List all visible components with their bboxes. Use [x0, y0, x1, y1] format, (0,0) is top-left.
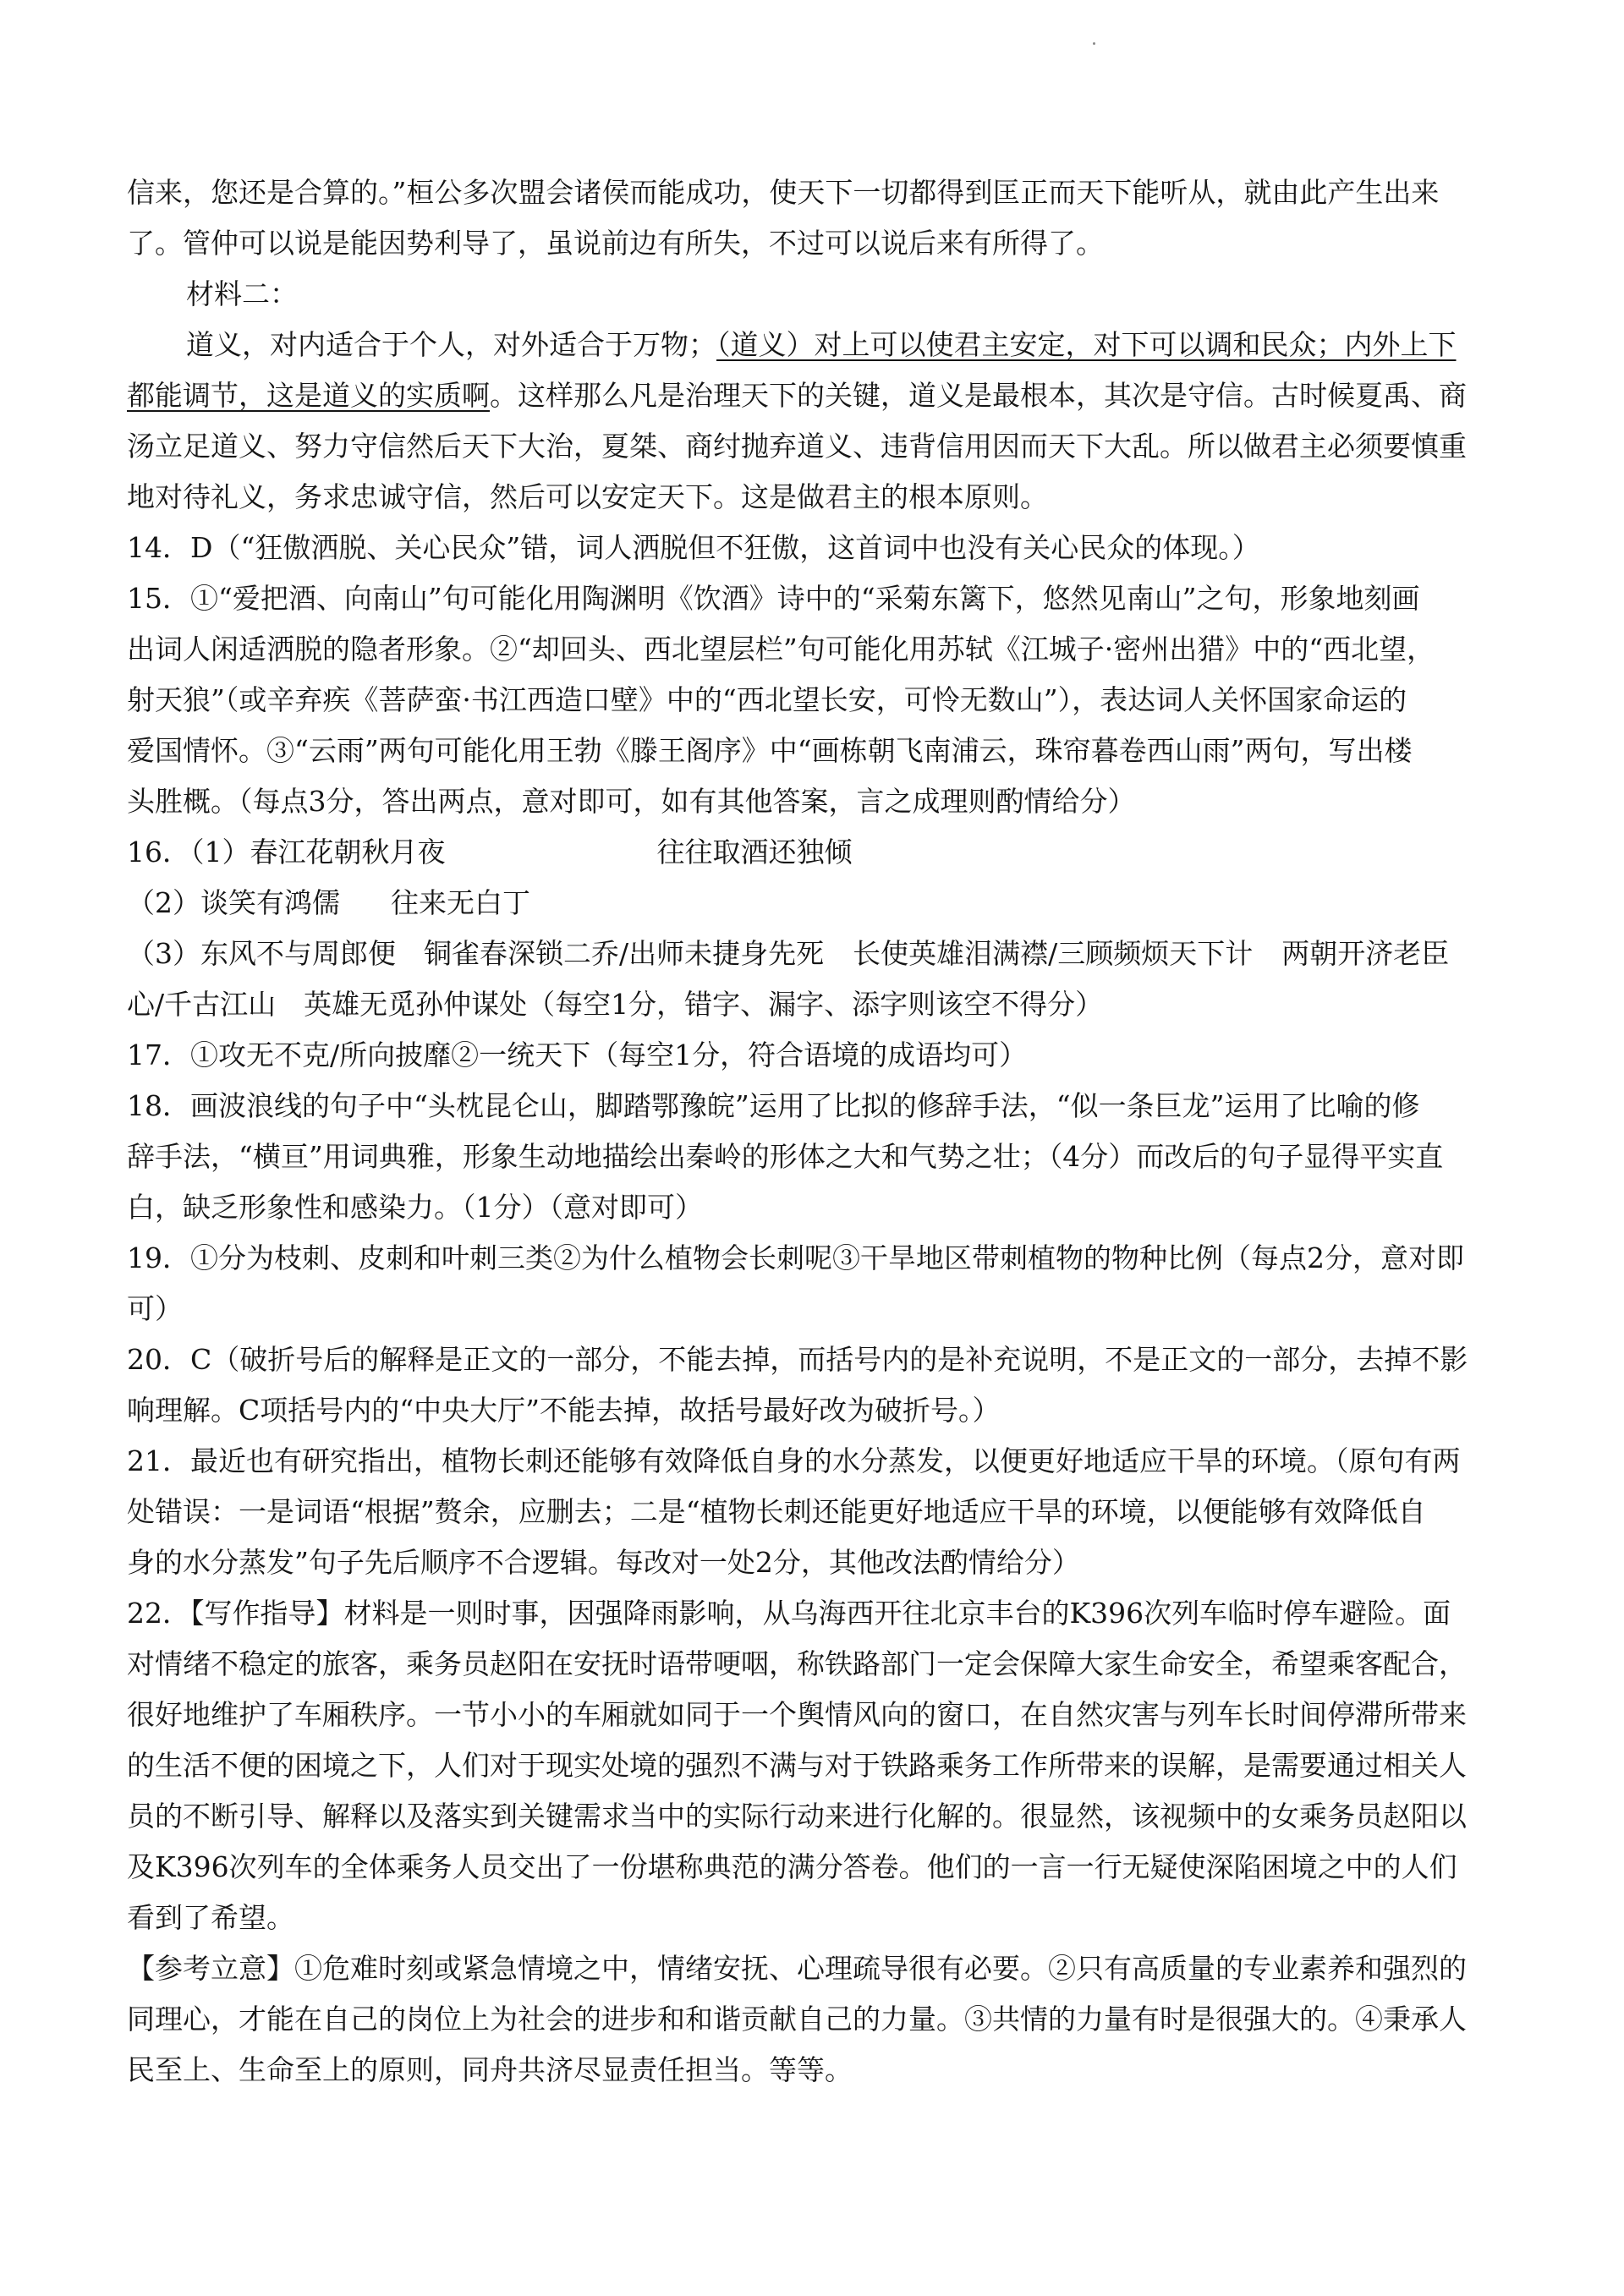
text-span: （2）谈笑有鸿儒 — [127, 886, 340, 919]
text-span: 往往取酒还独倾 — [656, 836, 853, 869]
underlined-text: 都能调节，这是道义的实质啊 — [127, 379, 490, 412]
text-span: 长使英雄泪满襟/三顾频烦天下计 — [853, 937, 1254, 970]
text-line: 处错误：一是词语“根据”赘余，应删去；二是“植物长刺还能更好地适应干旱的环境，以便能够有效降低自 — [127, 1495, 1426, 1528]
answer-18: 18．画波浪线的句子中“头枕昆仑山，脚踏鄂豫皖”运用了比拟的修辞手法，“似一条巨龙”运用了比喻的修 — [127, 1089, 1420, 1122]
text-line: 可） — [127, 1292, 183, 1325]
answer-text-body — [127, 167, 1501, 2096]
text-line — [127, 320, 1501, 370]
text-line: 响理解。C项括号内的“中央大厅”不能去掉，故括号最好改为破折号。） — [127, 1394, 1001, 1427]
text-span: 两朝开济老臣 — [1281, 937, 1450, 970]
text-line: 的生活不便的困境之下，人们对于现实处境的强烈不满与对于铁路乘务工作所带来的误解，是需要通过相关人 — [127, 1749, 1467, 1782]
answer-20: 20．C（破折号后的解释是正文的一部分，不能去掉，而括号内的是补充说明，不是正文的一部分，去掉不影 — [127, 1343, 1468, 1376]
answer-16-part-2 — [127, 878, 1501, 929]
text-line: 对情绪不稳定的旅客，乘务员赵阳在安抚时语带哽咽，称铁路部门一定会保障大家生命安全，希望乘客配合， — [127, 1647, 1467, 1680]
text-line: 心/千古江山 英雄无觅孙仲谋处（每空1分，错字、漏字、添字则该空不得分） — [127, 988, 1104, 1021]
scan-speck — [1093, 42, 1095, 45]
text-line: 汤立足道义、努力守信然后天下大治，夏桀、商纣抛弃道义、违背信用因而天下大乱。所以做君主必须要慎重 — [127, 430, 1467, 463]
text-span: 16．（1）春江花朝秋月夜 — [127, 836, 446, 869]
answer-14: 14．D（“狂傲洒脱、关心民众”错，词人洒脱但不狂傲，这首词中也没有关心民众的体现。） — [127, 531, 1260, 564]
text-line: 员的不断引导、解释以及落实到关键需求当中的实际行动来进行化解的。很显然，该视频中的女乘务员赵阳以 — [127, 1800, 1467, 1833]
text-span: （3）东风不与周郎便 铜雀春深锁二乔/出师未捷身先死 — [127, 937, 825, 970]
text-line: 了。管仲可以说是能因势利导了，虽说前边有所失，不过可以说后来有所得了。 — [127, 227, 1104, 260]
text-line: 爱国情怀。③“云雨”两句可能化用王勃《滕王阁序》中“画栋朝飞南浦云，珠帘暮卷西山雨”两句，写出楼 — [127, 734, 1413, 767]
answer-22: 22．【写作指导】材料是一则时事，因强降雨影响，从乌海西开往北京丰台的K396次列车临时停车避险。面 — [127, 1597, 1451, 1630]
answer-16-part-3 — [127, 929, 1501, 979]
answer-16-part-1 — [127, 827, 1501, 878]
text-line: 看到了希望。 — [127, 1901, 294, 1934]
text-line: 射天狼”（或辛弃疾《菩萨蛮·书江西造口壁》中的“西北望长安，可怜无数山”），表达词人关怀国家命运的 — [127, 683, 1407, 716]
text-line: 头胜概。（每点3分，答出两点，意对即可，如有其他答案，言之成理则酌情给分） — [127, 785, 1136, 818]
text-span: 道义，对内适合于个人，对外适合于万物； — [186, 328, 716, 361]
answer-15: 15．①“爱把酒、向南山”句可能化用陶渊明《饮酒》诗中的“采菊东篱下，悠然见南山”之句，形象地刻画 — [127, 582, 1420, 615]
text-line — [127, 370, 1501, 421]
underlined-text: （道义）对上可以使君主安定，对下可以调和民众；内外上下 — [716, 328, 1457, 361]
reference-idea: 【参考立意】①危难时刻或紧急情境之中，情绪安抚、心理疏导很有必要。②只有高质量的专业素养和强烈的 — [127, 1952, 1467, 1985]
material-two-heading: 材料二： — [186, 277, 298, 310]
text-line: 辞手法，“横亘”用词典雅，形象生动地描绘出秦岭的形体之大和气势之壮；（4分）而改后的句子显得平实直 — [127, 1140, 1444, 1173]
text-line: 民至上、生命至上的原则，同舟共济尽显责任担当。等等。 — [127, 2053, 853, 2086]
answer-21: 21．最近也有研究指出，植物长刺还能够有效降低自身的水分蒸发，以便更好地适应干旱的环境。（原句有两 — [127, 1444, 1461, 1477]
text-span: 往来无白丁 — [391, 886, 530, 919]
text-line: 出词人闲适洒脱的隐者形象。②“却回头、西北望层栏”句可能化用苏轼《江城子·密州出猎》中的“西北望， — [127, 633, 1435, 666]
text-line: 很好地维护了车厢秩序。一节小小的车厢就如同于一个舆情风向的窗口，在自然灾害与列车长时间停滞所带来 — [127, 1698, 1467, 1731]
text-span: 。这样那么凡是治理天下的关键，道义是最根本，其次是守信。古时候夏禹、商 — [490, 379, 1467, 412]
answer-19: 19．①分为枝刺、皮刺和叶刺三类②为什么植物会长刺呢③干旱地区带刺植物的物种比例（每点2分，意对即 — [127, 1241, 1464, 1274]
text-line: 地对待礼义，务求忠诚守信，然后可以安定天下。这是做君主的根本原则。 — [127, 480, 1048, 513]
text-line: 身的水分蒸发”句子先后顺序不合逻辑。每改对一处2分，其他改法酌情给分） — [127, 1546, 1080, 1579]
text-line: 及K396次列车的全体乘务人员交出了一份堪称典范的满分答卷。他们的一言一行无疑使深陷困境之中的人们 — [127, 1850, 1457, 1883]
text-line: 白，缺乏形象性和感染力。（1分）（意对即可） — [127, 1191, 703, 1224]
text-line: 信来，您还是合算的。”桓公多次盟会诸侯而能成功，使天下一切都得到匡正而天下能听从，就由此产生出来 — [127, 176, 1440, 209]
text-line: 同理心，才能在自己的岗位上为社会的进步和和谐贡献自己的力量。③共情的力量有时是很强大的。④秉承人 — [127, 2003, 1467, 2036]
answer-17: 17．①攻无不克/所向披靡②一统天下（每空1分，符合语境的成语均可） — [127, 1038, 1028, 1071]
